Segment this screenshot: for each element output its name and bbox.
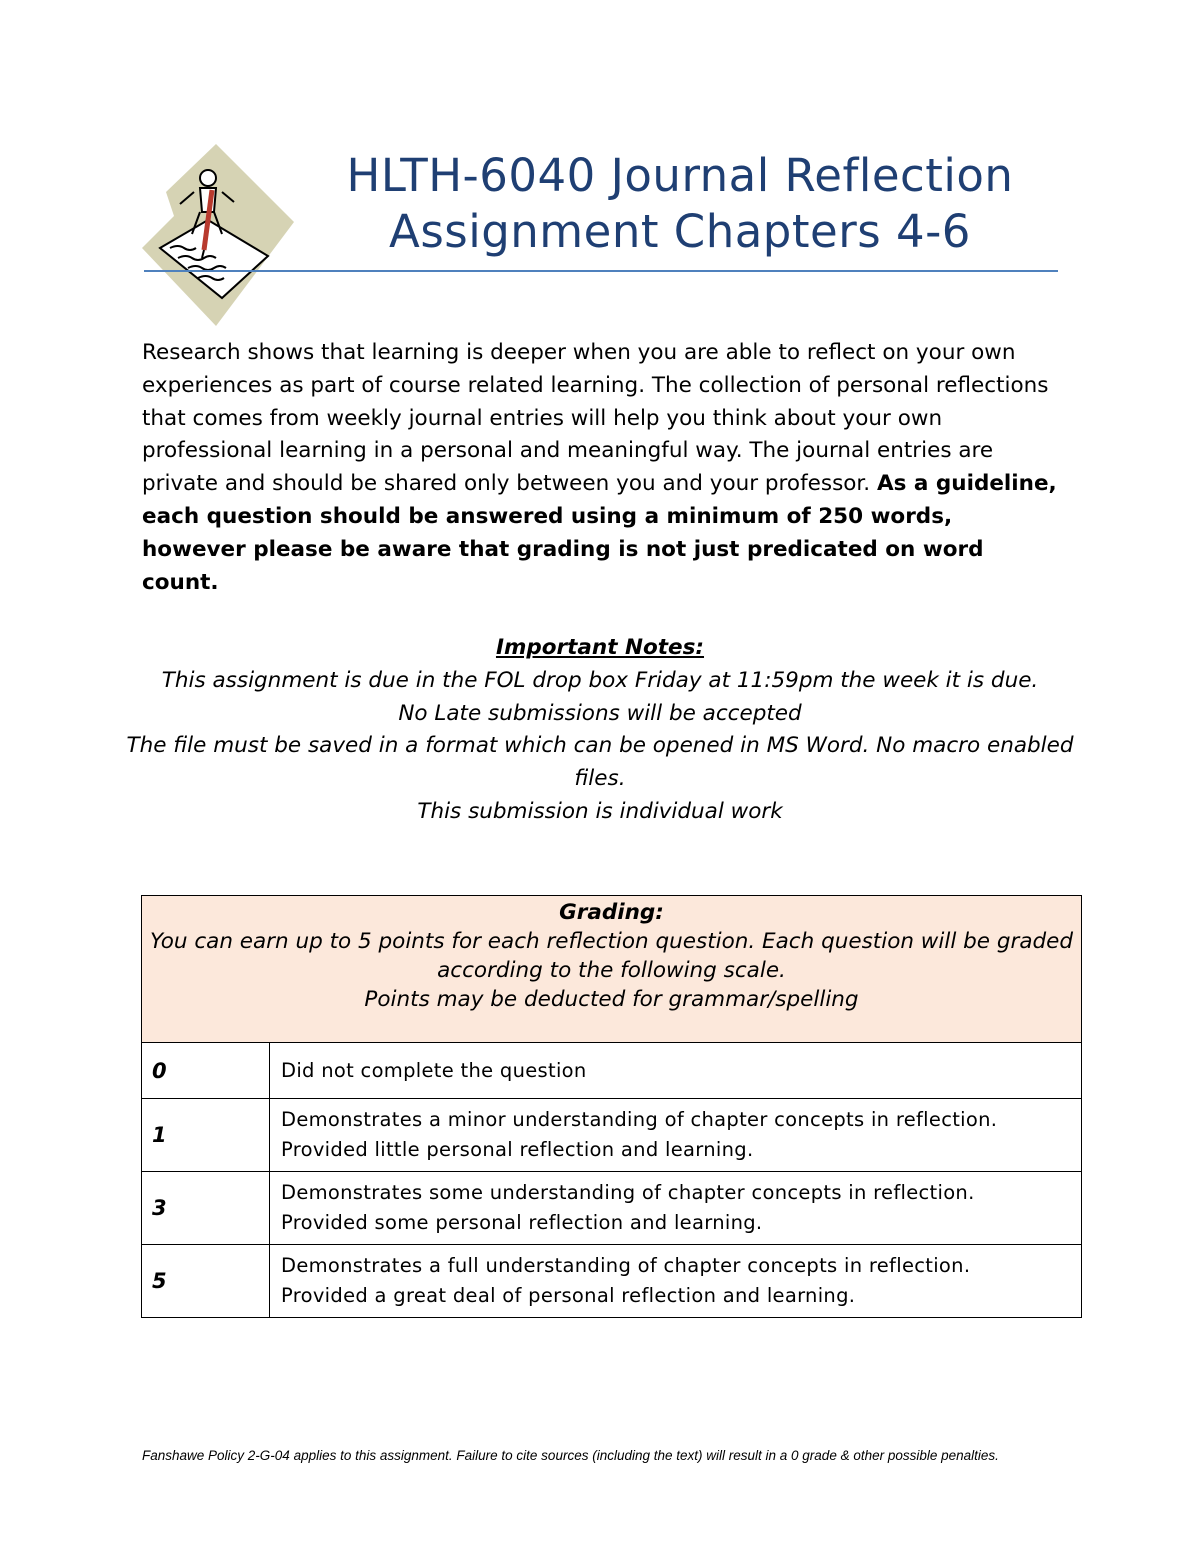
notes-line-late: No Late submissions will be accepted <box>398 700 802 726</box>
table-row <box>142 1043 1082 1099</box>
table-row <box>142 1172 1082 1245</box>
description-line: Demonstrates some understanding of chapter concepts in reflection. <box>281 1181 975 1204</box>
description-line: Provided little personal reflection and learning. <box>281 1138 754 1161</box>
table-row <box>142 1099 1082 1172</box>
score-cell: 1 <box>142 1099 270 1172</box>
notes-line-due: This assignment is due in the FOL drop box Friday at 11:59pm the week it is due. <box>161 667 1039 693</box>
important-notes <box>120 632 1080 829</box>
policy-footer: Fanshawe Policy 2-G-04 applies to this assignment. Failure to cite sources (including the text) will result in a 0 grade & other possible penalties. <box>142 1448 999 1463</box>
table-row <box>142 1245 1082 1318</box>
document-title <box>290 148 1070 260</box>
description-line: Provided a great deal of personal reflection and learning. <box>281 1284 856 1307</box>
score-cell: 0 <box>142 1043 270 1099</box>
description-line: Did not complete the question <box>281 1058 587 1082</box>
grading-title: Grading: <box>559 900 664 925</box>
description-cell <box>270 1245 1082 1318</box>
grading-line-1: You can earn up to 5 points for each reflection question. Each question will be graded according to the following scale. <box>149 929 1074 983</box>
grading-header <box>142 896 1082 1043</box>
description-line: Provided some personal reflection and learning. <box>281 1211 763 1234</box>
grading-line-2: Points may be deducted for grammar/spelling <box>364 987 859 1012</box>
description-cell <box>270 1172 1082 1245</box>
description-cell <box>270 1099 1082 1172</box>
description-line: Demonstrates a minor understanding of chapter concepts in reflection. <box>281 1108 998 1131</box>
intro-guideline: As a guideline, each question should be answered using a minimum of 250 words, however please be aware that grading is not just predicated on word count. <box>142 471 1057 595</box>
title-divider <box>144 270 1058 272</box>
intro-text: Research shows that learning is deeper when you are able to reflect on your own experiences as part of course related learning. The collection of personal reflections that comes from weekly journal entries will help you think about your own professional learning in a personal and meaningful way. The journal entries are private and should be shared only between you and your professor. <box>142 340 1049 497</box>
description-cell <box>270 1043 1082 1099</box>
score-cell: 5 <box>142 1245 270 1318</box>
intro-paragraph <box>142 337 1062 599</box>
title-line-1: HLTH-6040 Journal Reflection <box>346 149 1014 202</box>
notes-line-format: The file must be saved in a format which can be opened in MS Word. No macro enabled files. <box>126 733 1074 792</box>
notes-heading: Important Notes: <box>495 635 705 660</box>
description-line: Demonstrates a full understanding of chapter concepts in reflection. <box>281 1254 971 1277</box>
grading-table <box>141 895 1082 1318</box>
title-line-2: Assignment Chapters 4-6 <box>389 205 971 258</box>
notes-line-individual: This submission is individual work <box>417 798 783 824</box>
score-cell: 3 <box>142 1172 270 1245</box>
writing-clipart-icon <box>138 140 298 330</box>
